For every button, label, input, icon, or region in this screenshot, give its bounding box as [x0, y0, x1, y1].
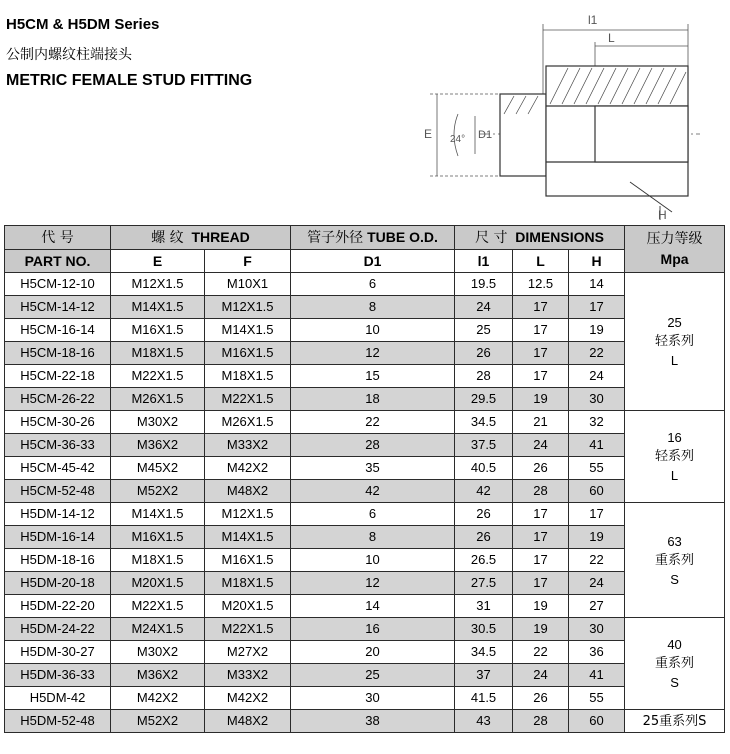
- part-no-cell: H5CM-52-48: [5, 480, 111, 503]
- dim-h-cell: 60: [569, 480, 625, 503]
- tube-od-cell: 6: [291, 273, 455, 296]
- dim-h-cell: 19: [569, 526, 625, 549]
- pressure-class: 重系列: [655, 656, 695, 671]
- thread-e-cell: M18X1.5: [111, 549, 205, 572]
- thread-f-cell: M48X2: [205, 710, 291, 733]
- dim-h-cell: 14: [569, 273, 625, 296]
- thread-e-cell: M18X1.5: [111, 342, 205, 365]
- thread-f-cell: M48X2: [205, 480, 291, 503]
- dim-l1-cell: 43: [455, 710, 513, 733]
- dim-l1-cell: 34.5: [455, 641, 513, 664]
- tube-od-cell: 12: [291, 342, 455, 365]
- tube-od-cell: 35: [291, 457, 455, 480]
- table-row: [5, 365, 725, 388]
- table-row: [5, 342, 725, 365]
- pressure-letter: S: [670, 675, 679, 690]
- header-row-2: [5, 250, 725, 273]
- col-e-header: E: [111, 250, 205, 273]
- dim-l-cell: 19: [513, 388, 569, 411]
- tube-od-cell: 25: [291, 664, 455, 687]
- tube-od-cell: 12: [291, 572, 455, 595]
- table-row: [5, 434, 725, 457]
- part-no-cell: H5DM-52-48: [5, 710, 111, 733]
- tube-od-cell: 38: [291, 710, 455, 733]
- dim-l1-cell: 24: [455, 296, 513, 319]
- thread-f-cell: M14X1.5: [205, 319, 291, 342]
- part-no-cell: H5DM-16-14: [5, 526, 111, 549]
- table-row: [5, 411, 725, 434]
- tube-od-cell: 16: [291, 618, 455, 641]
- part-no-header-cn: 代 号: [5, 226, 111, 250]
- thread-e-cell: M22X1.5: [111, 595, 205, 618]
- dim-h-cell: 30: [569, 388, 625, 411]
- thread-e-cell: M16X1.5: [111, 526, 205, 549]
- tube-od-cell: 8: [291, 526, 455, 549]
- part-no-cell: H5CM-36-33: [5, 434, 111, 457]
- dim-label-l1: l1: [588, 13, 598, 27]
- tube-od-cell: 42: [291, 480, 455, 503]
- thread-e-cell: M45X2: [111, 457, 205, 480]
- table-row: [5, 710, 725, 733]
- dim-h-cell: 27: [569, 595, 625, 618]
- table-row: [5, 388, 725, 411]
- thread-f-cell: M42X2: [205, 457, 291, 480]
- thread-f-cell: M22X1.5: [205, 388, 291, 411]
- pressure-value: 16: [667, 430, 682, 445]
- dim-l-cell: 19: [513, 595, 569, 618]
- dim-h-cell: 41: [569, 664, 625, 687]
- dim-l-cell: 17: [513, 572, 569, 595]
- dim-l1-cell: 19.5: [455, 273, 513, 296]
- pressure-letter: L: [670, 353, 679, 368]
- table-row: [5, 572, 725, 595]
- dimensions-header: 尺 寸 DIMENSIONS: [455, 226, 625, 250]
- tube-od-cell: 22: [291, 411, 455, 434]
- dim-l1-cell: 27.5: [455, 572, 513, 595]
- dim-l1-cell: 37.5: [455, 434, 513, 457]
- part-no-cell: H5DM-14-12: [5, 503, 111, 526]
- dim-l1-cell: 28: [455, 365, 513, 388]
- tube-od-cell: 28: [291, 434, 455, 457]
- table-row: [5, 273, 725, 296]
- pressure-letter: S: [670, 571, 679, 587]
- thread-e-cell: M26X1.5: [111, 388, 205, 411]
- dim-l-cell: 17: [513, 296, 569, 319]
- thread-e-cell: M12X1.5: [111, 273, 205, 296]
- fitting-diagram: [420, 6, 730, 220]
- pressure-class: 轻系列: [655, 449, 695, 464]
- pressure-text: 25重系列S: [642, 714, 707, 729]
- thread-f-cell: M16X1.5: [205, 549, 291, 572]
- pressure-group-cell: [625, 411, 725, 503]
- tube-od-cell: 6: [291, 503, 455, 526]
- table-row: [5, 319, 725, 342]
- dim-l-cell: 19: [513, 618, 569, 641]
- dim-l1-cell: 31: [455, 595, 513, 618]
- dim-l1-cell: 30.5: [455, 618, 513, 641]
- dim-l-cell: 28: [513, 710, 569, 733]
- dim-label-angle: 24°: [450, 134, 466, 145]
- dim-l1-cell: 42: [455, 480, 513, 503]
- part-no-cell: H5DM-36-33: [5, 664, 111, 687]
- table-row: [5, 618, 725, 641]
- thread-e-cell: M16X1.5: [111, 319, 205, 342]
- thread-f-cell: M42X2: [205, 687, 291, 710]
- dim-h-cell: 22: [569, 549, 625, 572]
- dim-l1-cell: 34.5: [455, 411, 513, 434]
- pressure-group-cell: [625, 618, 725, 710]
- part-no-cell: H5CM-30-26: [5, 411, 111, 434]
- dim-l-cell: 17: [513, 503, 569, 526]
- dim-h-cell: 41: [569, 434, 625, 457]
- thread-e-cell: M30X2: [111, 641, 205, 664]
- dim-l-cell: 12.5: [513, 273, 569, 296]
- dim-l-cell: 24: [513, 664, 569, 687]
- table-row: [5, 296, 725, 319]
- title-chinese: 公制内螺纹柱端接头: [6, 47, 132, 63]
- dim-l-cell: 28: [513, 480, 569, 503]
- part-no-header: PART NO.: [5, 250, 111, 273]
- thread-f-cell: M26X1.5: [205, 411, 291, 434]
- table-row: [5, 480, 725, 503]
- pressure-class: 重系列: [655, 552, 695, 568]
- dim-label-d1: D1: [478, 129, 493, 141]
- thread-e-cell: M42X2: [111, 687, 205, 710]
- tube-od-cell: 20: [291, 641, 455, 664]
- dim-l1-cell: 37: [455, 664, 513, 687]
- dim-l1-cell: 26: [455, 526, 513, 549]
- dim-h-cell: 55: [569, 687, 625, 710]
- dim-label-l: L: [608, 31, 615, 45]
- part-no-cell: H5DM-42: [5, 687, 111, 710]
- thread-f-cell: M18X1.5: [205, 572, 291, 595]
- tube-od-cell: 18: [291, 388, 455, 411]
- tube-od-cell: 10: [291, 319, 455, 342]
- dim-h-cell: 24: [569, 572, 625, 595]
- pressure-header: 压力等级 Mpa: [625, 226, 725, 273]
- dim-l-cell: 26: [513, 457, 569, 480]
- thread-e-cell: M14X1.5: [111, 296, 205, 319]
- dim-h-cell: 17: [569, 503, 625, 526]
- dim-l-cell: 17: [513, 526, 569, 549]
- tube-od-cell: 30: [291, 687, 455, 710]
- part-no-cell: H5CM-18-16: [5, 342, 111, 365]
- part-no-cell: H5CM-45-42: [5, 457, 111, 480]
- table-row: [5, 641, 725, 664]
- part-no-cell: H5CM-26-22: [5, 388, 111, 411]
- dim-h-cell: 24: [569, 365, 625, 388]
- thread-f-cell: M20X1.5: [205, 595, 291, 618]
- dim-h-cell: 19: [569, 319, 625, 342]
- thread-f-cell: M14X1.5: [205, 526, 291, 549]
- table-row: [5, 503, 725, 526]
- tube-od-cell: 15: [291, 365, 455, 388]
- thread-e-cell: M36X2: [111, 664, 205, 687]
- part-no-cell: H5DM-24-22: [5, 618, 111, 641]
- pressure-class: 轻系列: [655, 334, 695, 349]
- female-bore: [595, 106, 688, 162]
- dim-l1-cell: 25: [455, 319, 513, 342]
- dim-l-cell: 24: [513, 434, 569, 457]
- col-f-header: F: [205, 250, 291, 273]
- col-h-header: H: [569, 250, 625, 273]
- part-no-cell: H5DM-30-27: [5, 641, 111, 664]
- thread-e-cell: M22X1.5: [111, 365, 205, 388]
- dim-label-e: E: [424, 127, 433, 141]
- dim-l1-cell: 26.5: [455, 549, 513, 572]
- thread-e-cell: M20X1.5: [111, 572, 205, 595]
- pressure-group-cell: [625, 710, 725, 733]
- pressure-value: 40: [667, 637, 682, 652]
- thread-e-cell: M30X2: [111, 411, 205, 434]
- dim-h-cell: 32: [569, 411, 625, 434]
- thread-f-cell: M16X1.5: [205, 342, 291, 365]
- table-row: [5, 457, 725, 480]
- spec-table: [4, 225, 725, 733]
- dim-l-cell: 22: [513, 641, 569, 664]
- dim-l1-cell: 29.5: [455, 388, 513, 411]
- header-row-1: [5, 226, 725, 250]
- dim-h-cell: 22: [569, 342, 625, 365]
- dim-l1-cell: 40.5: [455, 457, 513, 480]
- thread-e-cell: M52X2: [111, 480, 205, 503]
- tube-od-cell: 10: [291, 549, 455, 572]
- part-no-cell: H5CM-12-10: [5, 273, 111, 296]
- pressure-value: 25: [667, 315, 682, 330]
- title-english: METRIC FEMALE STUD FITTING: [6, 72, 253, 89]
- thread-f-cell: M22X1.5: [205, 618, 291, 641]
- dim-h-cell: 36: [569, 641, 625, 664]
- thread-e-cell: M14X1.5: [111, 503, 205, 526]
- col-l1-header: l1: [455, 250, 513, 273]
- dim-l-cell: 17: [513, 319, 569, 342]
- pressure-group-cell: [625, 273, 725, 411]
- thread-f-cell: M18X1.5: [205, 365, 291, 388]
- tube-od-cell: 8: [291, 296, 455, 319]
- part-no-cell: H5DM-22-20: [5, 595, 111, 618]
- dim-l-cell: 17: [513, 342, 569, 365]
- dim-l1-cell: 26: [455, 503, 513, 526]
- tube-od-cell: 14: [291, 595, 455, 618]
- part-no-cell: H5CM-16-14: [5, 319, 111, 342]
- table-row: [5, 526, 725, 549]
- table-row: [5, 595, 725, 618]
- dim-h-cell: 60: [569, 710, 625, 733]
- dim-h-cell: 55: [569, 457, 625, 480]
- dim-label-h: H: [658, 208, 667, 220]
- pressure-value: 63: [667, 533, 682, 549]
- part-no-cell: H5DM-18-16: [5, 549, 111, 572]
- table-row: [5, 687, 725, 710]
- part-no-cell: H5CM-22-18: [5, 365, 111, 388]
- table-row: [5, 549, 725, 572]
- thread-f-cell: M33X2: [205, 434, 291, 457]
- thread-f-cell: M12X1.5: [205, 503, 291, 526]
- pressure-letter: L: [670, 468, 679, 483]
- stud-body: [500, 94, 546, 176]
- col-d1-header: D1: [291, 250, 455, 273]
- thread-f-cell: M33X2: [205, 664, 291, 687]
- thread-f-cell: M10X1: [205, 273, 291, 296]
- tube-od-header: 管子外径 TUBE O.D.: [291, 226, 455, 250]
- dim-l-cell: 17: [513, 549, 569, 572]
- dim-h-cell: 17: [569, 296, 625, 319]
- part-no-cell: H5DM-20-18: [5, 572, 111, 595]
- thread-f-cell: M27X2: [205, 641, 291, 664]
- dim-l-cell: 26: [513, 687, 569, 710]
- pressure-group-cell: [625, 503, 725, 618]
- thread-e-cell: M24X1.5: [111, 618, 205, 641]
- table-row: [5, 664, 725, 687]
- col-l-header: L: [513, 250, 569, 273]
- dim-l-cell: 17: [513, 365, 569, 388]
- dim-l-cell: 21: [513, 411, 569, 434]
- table-body: [5, 273, 725, 733]
- thread-f-cell: M12X1.5: [205, 296, 291, 319]
- part-no-cell: H5CM-14-12: [5, 296, 111, 319]
- dim-h-cell: 30: [569, 618, 625, 641]
- thread-e-cell: M36X2: [111, 434, 205, 457]
- dim-l1-cell: 41.5: [455, 687, 513, 710]
- dim-l1-cell: 26: [455, 342, 513, 365]
- thread-header: 螺 纹 THREAD: [111, 226, 291, 250]
- thread-e-cell: M52X2: [111, 710, 205, 733]
- series-title: H5CM & H5DM Series: [6, 16, 160, 33]
